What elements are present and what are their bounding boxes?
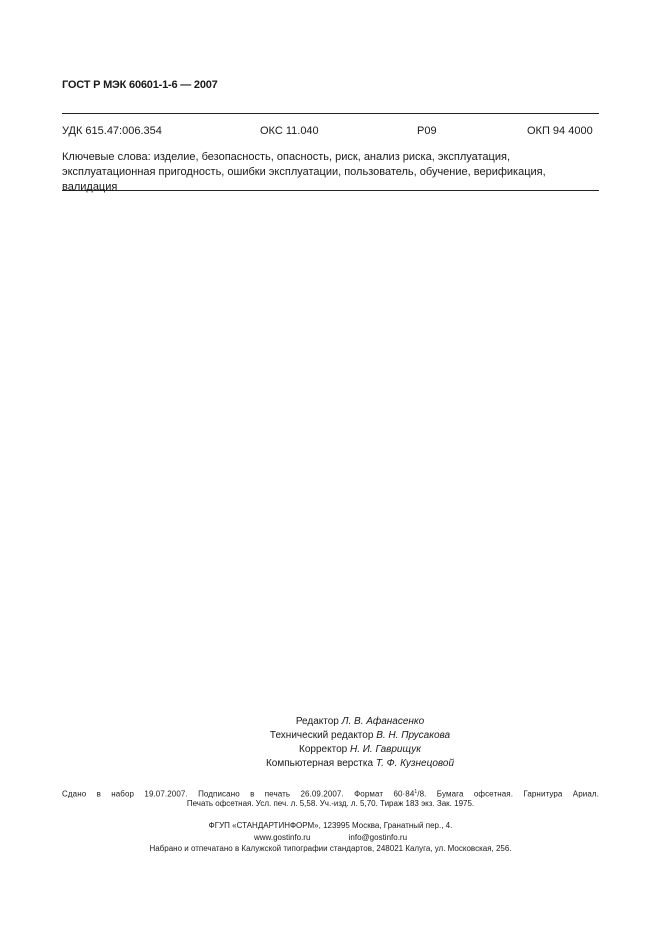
editorial-credits [150, 715, 570, 771]
credit-name: Т. Ф. Кузнецовой [375, 758, 455, 769]
credit-name: Н. И. Гаврищук [349, 744, 421, 755]
credit-name: Л. В. Афанасенко [341, 716, 425, 727]
credit-role: Корректор [299, 744, 348, 755]
credit-layout [150, 757, 570, 771]
format-superscript: 1 [414, 789, 418, 795]
keywords-paragraph: Ключевые слова: изделие, безопасность, опасность, риск, анализ риска, эксплуатация, эксплуатационная пригодность, ошибки эксплуатации, пользователь, обучение, верификация, валидация [62, 151, 546, 193]
printing-house: Набрано и отпечатано в Калужской типографии стандартов, 248021 Калуга, ул. Московская, 256. [149, 844, 512, 853]
publisher-website: www.gostinfo.ru [253, 833, 311, 842]
oks-code: ОКС 11.040 [260, 125, 319, 137]
publisher-email: info@gostinfo.ru [348, 833, 408, 842]
credit-proofreader [150, 743, 570, 757]
credit-role: Компьютерная верстка [265, 758, 374, 769]
print-details-a: Сдано в набор 19.07.2007. Подписано в печать 26.09.2007. Формат 60·84 [62, 789, 415, 799]
credit-role: Технический редактор [269, 730, 374, 741]
credit-role: Редактор [295, 716, 339, 727]
print-details-line-2: Печать офсетная. Усл. печ. л. 5,58. Уч.-изд. л. 5,70. Тираж 183 экз. Зак. 1975. [186, 799, 475, 808]
category-code: Р09 [417, 125, 437, 137]
credit-name: В. Н. Прусакова [376, 730, 451, 741]
publisher-address: ФГУП «СТАНДАРТИНФОРМ», 123995 Москва, Гранатный пер., 4. [208, 821, 453, 830]
document-title: ГОСТ Р МЭК 60601-1-6 — 2007 [62, 79, 218, 91]
format-subscript: /8 [417, 789, 425, 799]
print-details-b: . Бумага офсетная. Гарнитура Ариал. [424, 789, 599, 799]
top-divider [62, 113, 599, 114]
okp-code: ОКП 94 4000 [527, 125, 593, 137]
credit-tech-editor [150, 729, 570, 743]
bottom-divider [62, 190, 599, 191]
udk-code: УДК 615.47:006.354 [62, 125, 162, 137]
credit-editor [150, 715, 570, 729]
